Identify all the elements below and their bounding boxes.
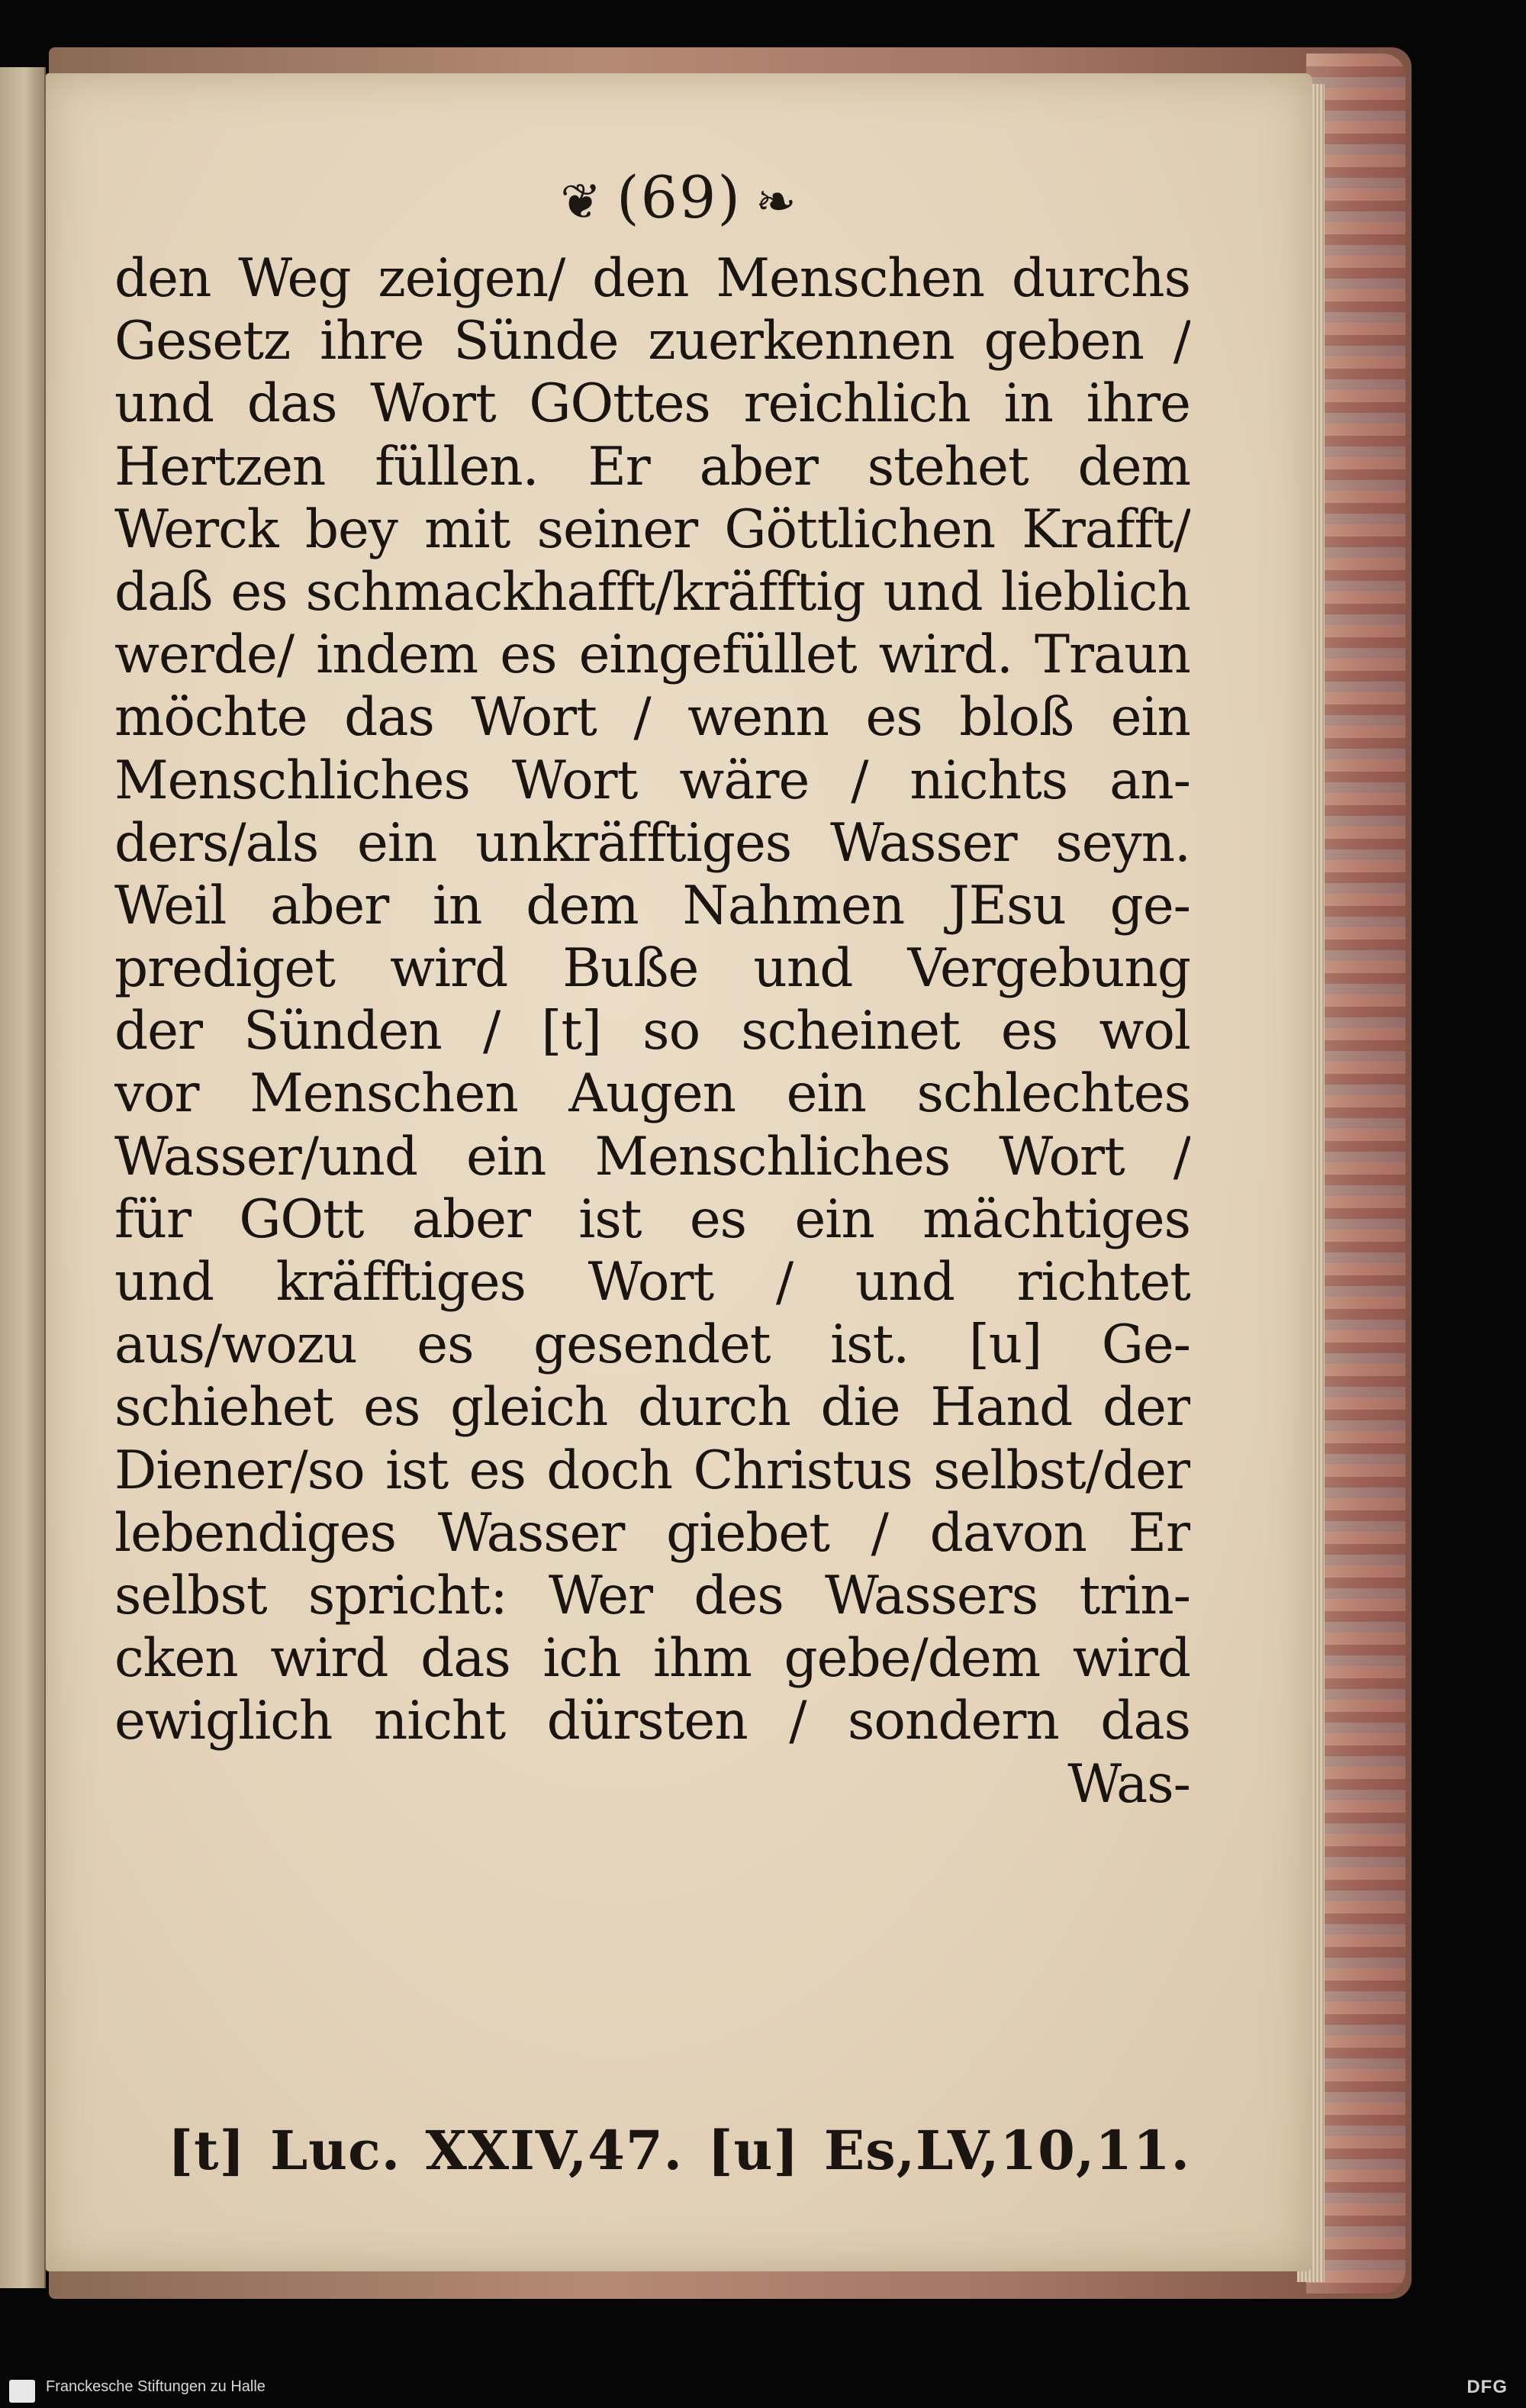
page-header xyxy=(46,163,1312,231)
text-line: und kräfftiges Wort / und richtet xyxy=(114,1252,1190,1313)
text-line: ewiglich nicht dürsten / sondern das xyxy=(114,1691,1190,1752)
previous-page-edge xyxy=(0,67,46,2288)
text-line: ders/als ein unkräfftiges Wasser seyn. xyxy=(114,812,1190,874)
text-line: aus/wozu es gesendet ist. [u] Ge- xyxy=(114,1314,1190,1376)
text-line: prediget wird Buße und Vergebung xyxy=(114,938,1190,1000)
ornament-left-icon: ❦ xyxy=(560,174,603,230)
text-line: cken wird das ich ihm gebe/dem wird xyxy=(114,1628,1190,1690)
text-line: Menschliches Wort wäre / nichts an- xyxy=(114,749,1190,811)
text-line: selbst spricht: Wer des Wassers trin- xyxy=(114,1565,1190,1626)
book-page xyxy=(46,73,1312,2271)
dfg-mark: DFG xyxy=(1466,2377,1508,2397)
library-credit: Franckesche Stiftungen zu Halle xyxy=(46,2378,266,2395)
text-line: lebendiges Wasser giebet / davon Er xyxy=(114,1502,1190,1564)
text-line: Werck bey mit seiner Göttlichen Krafft/ xyxy=(114,498,1190,560)
text-line: Diener/so ist es doch Christus selbst/der xyxy=(114,1439,1190,1501)
library-logo-icon xyxy=(9,2380,35,2403)
text-line: daß es schmackhafft/kräfftig und lieblich xyxy=(114,561,1190,623)
text-line: vor Menschen Augen ein schlechtes xyxy=(114,1063,1190,1125)
text-line: werde/ indem es eingefüllet wird. Traun xyxy=(114,624,1190,686)
body-text xyxy=(114,247,1190,1816)
text-line: Wasser/und ein Menschliches Wort / xyxy=(114,1126,1190,1188)
text-line: möchte das Wort / wenn es bloß ein xyxy=(114,687,1190,749)
catchword: Was- xyxy=(1067,1753,1190,1815)
text-line: schiehet es gleich durch die Hand der xyxy=(114,1377,1190,1439)
text-line: Gesetz ihre Sünde zuerkennen geben / xyxy=(114,311,1190,372)
page-number: (69) xyxy=(616,163,742,231)
text-line: der Sünden / [t] so scheinet es wol xyxy=(114,1001,1190,1062)
text-line: für GOtt aber ist es ein mächtiges xyxy=(114,1188,1190,1250)
text-line: Hertzen füllen. Er aber stehet dem xyxy=(114,436,1190,498)
text-line: Weil aber in dem Nahmen JEsu ge- xyxy=(114,875,1190,936)
ornament-right-icon: ❧ xyxy=(755,174,798,230)
text-line: den Weg zeigen/ den Menschen durchs xyxy=(114,248,1190,309)
footnote: [t] Luc. XXIV,47. [u] Es,LV,10,11. xyxy=(168,2119,1190,2182)
text-line: und das Wort GOttes reichlich in ihre xyxy=(114,373,1190,435)
